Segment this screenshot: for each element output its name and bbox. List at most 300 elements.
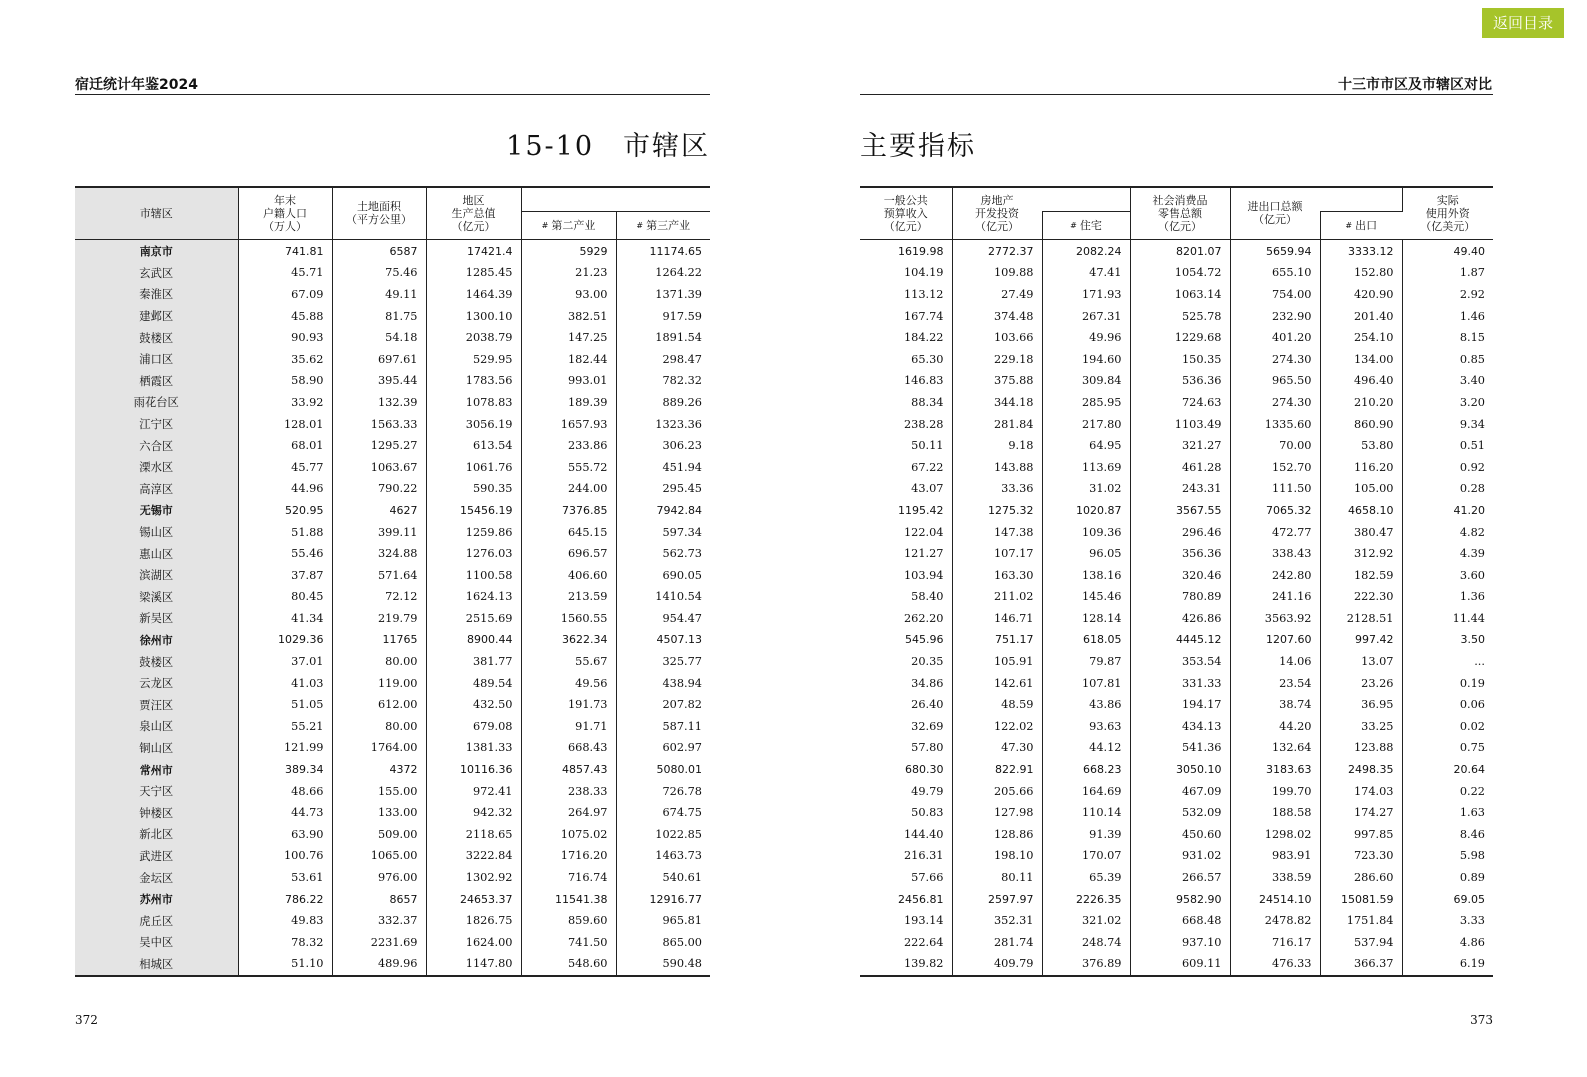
right-cell: 2498.35 — [1320, 759, 1402, 781]
right-cell: 167.74 — [860, 305, 952, 327]
right-cell: 58.40 — [860, 586, 952, 608]
right-cell: 64.95 — [1042, 435, 1130, 457]
right-table-row — [860, 824, 1493, 846]
header-population: 年末 户籍人口 （万人） — [238, 187, 332, 239]
left-cell: 35.62 — [238, 348, 332, 370]
left-cell: 4627 — [332, 500, 426, 522]
region-name: 江宁区 — [75, 413, 238, 435]
right-cell: 618.05 — [1042, 629, 1130, 651]
left-cell: 645.15 — [521, 521, 616, 543]
left-cell: 741.50 — [521, 932, 616, 954]
left-page-number: 372 — [75, 1013, 98, 1027]
region-name: 云龙区 — [75, 672, 238, 694]
left-cell: 37.01 — [238, 651, 332, 673]
left-cell: 41.34 — [238, 608, 332, 630]
right-cell: 201.40 — [1320, 305, 1402, 327]
right-cell: 3.20 — [1459, 395, 1485, 409]
left-cell: 389.34 — [238, 759, 332, 781]
right-cell: 0.06 — [1459, 698, 1485, 712]
right-table-row — [860, 239, 1493, 262]
left-cell: 1716.20 — [521, 845, 616, 867]
right-cell: 262.20 — [860, 608, 952, 630]
right-cell: 23.54 — [1230, 672, 1320, 694]
left-cell: 5929 — [521, 239, 616, 262]
left-cell: 954.47 — [662, 611, 702, 625]
right-cell: 1207.60 — [1230, 629, 1320, 651]
right-cell: 541.36 — [1130, 737, 1230, 759]
region-name: 武进区 — [75, 845, 238, 867]
left-cell: 786.22 — [238, 888, 332, 910]
right-cell: 281.84 — [952, 413, 1042, 435]
right-cell: 4.86 — [1459, 935, 1485, 949]
left-cell: 68.01 — [238, 435, 332, 457]
header-fdi: 实际 使用外资 （亿美元） — [1402, 187, 1493, 239]
right-cell: 983.91 — [1230, 845, 1320, 867]
region-name: 溧水区 — [75, 456, 238, 478]
left-table-row — [75, 629, 710, 651]
right-cell: 4.82 — [1459, 525, 1485, 539]
right-table-row — [860, 888, 1493, 910]
right-cell: 525.78 — [1130, 305, 1230, 327]
right-cell: 3.60 — [1459, 568, 1485, 582]
right-cell: 69.05 — [1453, 892, 1485, 906]
left-cell: 587.11 — [662, 719, 702, 733]
region-name: 苏州市 — [75, 888, 238, 910]
right-cell: 254.10 — [1320, 327, 1402, 349]
right-cell: 8.15 — [1459, 331, 1485, 345]
region-name: 浦口区 — [75, 348, 238, 370]
left-cell: 520.95 — [238, 500, 332, 522]
left-cell: 509.00 — [332, 824, 426, 846]
right-cell: 49.40 — [1453, 244, 1485, 258]
right-cell: 110.14 — [1042, 802, 1130, 824]
right-cell: 331.33 — [1130, 672, 1230, 694]
right-cell: 1.36 — [1459, 590, 1485, 604]
region-name: 天宁区 — [75, 780, 238, 802]
right-cell: 0.22 — [1459, 784, 1485, 798]
right-cell: 14.06 — [1230, 651, 1320, 673]
left-cell: 238.33 — [521, 780, 616, 802]
left-cell: 55.46 — [238, 543, 332, 565]
right-cell: 997.42 — [1320, 629, 1402, 651]
left-cell: 859.60 — [521, 910, 616, 932]
left-cell: 7376.85 — [521, 500, 616, 522]
left-cell: 1302.92 — [426, 867, 521, 889]
right-cell: 248.74 — [1042, 932, 1130, 954]
right-cell: 366.37 — [1320, 953, 1402, 976]
region-name: 铜山区 — [75, 737, 238, 759]
right-cell: 5.98 — [1459, 849, 1485, 863]
left-cell: 993.01 — [521, 370, 616, 392]
left-table-row — [75, 348, 710, 370]
right-cell: 352.31 — [952, 910, 1042, 932]
left-cell: 489.54 — [426, 672, 521, 694]
left-cell: 132.39 — [332, 392, 426, 414]
right-cell: 716.17 — [1230, 932, 1320, 954]
left-cell: 264.97 — [521, 802, 616, 824]
left-cell: 674.75 — [662, 806, 702, 820]
left-cell: 49.83 — [238, 910, 332, 932]
right-cell: 285.95 — [1042, 392, 1130, 414]
right-cell: 267.31 — [1042, 305, 1130, 327]
left-table-row — [75, 802, 710, 824]
right-cell: 1298.02 — [1230, 824, 1320, 846]
left-cell: 11765 — [332, 629, 426, 651]
left-cell: 942.32 — [426, 802, 521, 824]
left-cell: 4507.13 — [656, 633, 702, 647]
left-cell: 189.39 — [521, 392, 616, 414]
left-cell: 1410.54 — [655, 590, 702, 604]
right-cell: 3050.10 — [1130, 759, 1230, 781]
region-name: 雨花台区 — [75, 392, 238, 414]
right-cell: 49.79 — [860, 780, 952, 802]
left-cell: 690.05 — [662, 568, 702, 582]
left-table-row — [75, 932, 710, 954]
right-cell: 434.13 — [1130, 716, 1230, 738]
right-cell: 20.35 — [860, 651, 952, 673]
left-cell: 133.00 — [332, 802, 426, 824]
left-cell: 90.93 — [238, 327, 332, 349]
left-cell: 213.59 — [521, 586, 616, 608]
left-cell: 11541.38 — [521, 888, 616, 910]
right-cell: 50.11 — [860, 435, 952, 457]
left-cell: 72.12 — [332, 586, 426, 608]
right-table-row — [860, 435, 1493, 457]
right-cell: 401.20 — [1230, 327, 1320, 349]
right-table-row — [860, 284, 1493, 306]
right-cell: 199.70 — [1230, 780, 1320, 802]
right-cell: 128.14 — [1042, 608, 1130, 630]
left-cell: 395.44 — [332, 370, 426, 392]
right-cell: 146.71 — [952, 608, 1042, 630]
right-cell: 0.28 — [1459, 482, 1485, 496]
right-cell: 1103.49 — [1130, 413, 1230, 435]
left-table-row — [75, 284, 710, 306]
right-cell: 822.91 — [952, 759, 1042, 781]
left-cell: 55.67 — [521, 651, 616, 673]
left-cell: 602.97 — [662, 741, 702, 755]
right-cell: 211.02 — [952, 586, 1042, 608]
left-cell: 324.88 — [332, 543, 426, 565]
right-cell: 109.88 — [952, 262, 1042, 284]
header-export: # 出口 — [1320, 211, 1402, 239]
right-cell: 0.51 — [1459, 439, 1485, 453]
left-cell: 1065.00 — [332, 845, 426, 867]
left-cell: 44.96 — [238, 478, 332, 500]
right-cell: 26.40 — [860, 694, 952, 716]
left-cell: 1063.67 — [332, 456, 426, 478]
right-cell: 2082.24 — [1042, 239, 1130, 262]
left-cell: 613.54 — [426, 435, 521, 457]
right-table-row — [860, 716, 1493, 738]
right-table-row — [860, 456, 1493, 478]
left-cell: 726.78 — [662, 784, 702, 798]
right-table-row — [860, 413, 1493, 435]
right-cell: 296.46 — [1130, 521, 1230, 543]
region-name: 秦淮区 — [75, 284, 238, 306]
right-cell: 3567.55 — [1130, 500, 1230, 522]
right-cell: 79.87 — [1042, 651, 1130, 673]
right-cell: 27.49 — [952, 284, 1042, 306]
right-cell: 164.69 — [1042, 780, 1130, 802]
left-cell: 696.57 — [521, 543, 616, 565]
right-table-row — [860, 802, 1493, 824]
right-cell: 1.87 — [1459, 266, 1485, 280]
left-cell: 10116.36 — [426, 759, 521, 781]
right-cell: 116.20 — [1320, 456, 1402, 478]
left-cell: 489.96 — [332, 953, 426, 976]
back-to-contents-button[interactable]: 返回目录 — [1482, 8, 1564, 38]
right-cell: 965.50 — [1230, 370, 1320, 392]
left-table-row — [75, 564, 710, 586]
right-cell: 274.30 — [1230, 392, 1320, 414]
left-cell: 207.82 — [662, 698, 702, 712]
header-trade-spacer — [1320, 187, 1402, 211]
right-cell: 47.30 — [952, 737, 1042, 759]
left-table-row — [75, 780, 710, 802]
right-table-row — [860, 500, 1493, 522]
right-cell: 20.64 — [1453, 763, 1485, 777]
right-header-rule — [860, 94, 1493, 95]
left-cell: 155.00 — [332, 780, 426, 802]
right-cell: 194.17 — [1130, 694, 1230, 716]
left-cell: 45.71 — [238, 262, 332, 284]
right-cell: 170.07 — [1042, 845, 1130, 867]
left-cell: 91.71 — [521, 716, 616, 738]
right-cell: 8201.07 — [1130, 239, 1230, 262]
left-cell: 7942.84 — [656, 503, 702, 517]
left-cell: 1264.22 — [655, 266, 702, 280]
right-cell: 537.94 — [1320, 932, 1402, 954]
right-cell: 338.59 — [1230, 867, 1320, 889]
left-table-row — [75, 953, 710, 976]
right-table-row — [860, 586, 1493, 608]
right-cell: 472.77 — [1230, 521, 1320, 543]
right-cell: 450.60 — [1130, 824, 1230, 846]
left-cell: 571.64 — [332, 564, 426, 586]
right-cell: 31.02 — [1042, 478, 1130, 500]
left-cell: 298.47 — [662, 352, 702, 366]
left-table-row — [75, 456, 710, 478]
right-cell: 286.60 — [1320, 867, 1402, 889]
left-cell: 1300.10 — [426, 305, 521, 327]
right-cell: 860.90 — [1320, 413, 1402, 435]
right-cell: 184.22 — [860, 327, 952, 349]
right-cell: 3183.63 — [1230, 759, 1320, 781]
right-cell: 668.48 — [1130, 910, 1230, 932]
right-table-row — [860, 327, 1493, 349]
right-cell: 374.48 — [952, 305, 1042, 327]
right-cell: 0.92 — [1459, 460, 1485, 474]
left-cell: 590.35 — [426, 478, 521, 500]
left-cell: 51.05 — [238, 694, 332, 716]
right-table-row — [860, 845, 1493, 867]
right-cell: 111.50 — [1230, 478, 1320, 500]
left-cell: 51.88 — [238, 521, 332, 543]
left-cell: 529.95 — [426, 348, 521, 370]
right-cell: 2478.82 — [1230, 910, 1320, 932]
left-cell: 1075.02 — [521, 824, 616, 846]
right-cell: 171.93 — [1042, 284, 1130, 306]
right-table-row — [860, 672, 1493, 694]
left-cell: 1061.76 — [426, 456, 521, 478]
right-cell: 122.04 — [860, 521, 952, 543]
left-cell: 965.81 — [662, 914, 702, 928]
header-real-estate-investment: 房地产 开发投资 （亿元） — [952, 187, 1042, 239]
left-table-row — [75, 586, 710, 608]
region-name: 钟楼区 — [75, 802, 238, 824]
left-table-row — [75, 672, 710, 694]
right-cell: 44.20 — [1230, 716, 1320, 738]
right-cell: 232.90 — [1230, 305, 1320, 327]
left-cell: 5080.01 — [656, 763, 702, 777]
right-table-row — [860, 392, 1493, 414]
right-cell: 49.96 — [1042, 327, 1130, 349]
right-cell: 2456.81 — [860, 888, 952, 910]
left-cell: 1022.85 — [655, 827, 702, 841]
left-table-row — [75, 759, 710, 781]
left-cell: 1078.83 — [426, 392, 521, 414]
left-cell: 1371.39 — [655, 287, 702, 301]
left-cell: 119.00 — [332, 672, 426, 694]
right-cell: 309.84 — [1042, 370, 1130, 392]
right-cell: 33.25 — [1320, 716, 1402, 738]
header-secondary-industry: # 第二产业 — [521, 211, 616, 239]
left-cell: 306.23 — [662, 439, 702, 453]
right-cell: 7065.32 — [1230, 500, 1320, 522]
right-cell: 751.17 — [952, 629, 1042, 651]
right-cell: 143.88 — [952, 456, 1042, 478]
right-cell: 47.41 — [1042, 262, 1130, 284]
right-cell: 103.94 — [860, 564, 952, 586]
right-cell: 242.80 — [1230, 564, 1320, 586]
right-cell: 65.39 — [1042, 867, 1130, 889]
left-cell: 45.88 — [238, 305, 332, 327]
right-cell: 1.46 — [1459, 309, 1485, 323]
right-cell: 113.12 — [860, 284, 952, 306]
left-cell: 54.18 — [332, 327, 426, 349]
left-table-row — [75, 651, 710, 673]
right-cell: 9.18 — [952, 435, 1042, 457]
right-cell: 150.35 — [1130, 348, 1230, 370]
right-cell: 128.86 — [952, 824, 1042, 846]
right-cell: 281.74 — [952, 932, 1042, 954]
left-table-row — [75, 543, 710, 565]
left-cell: 15456.19 — [426, 500, 521, 522]
left-cell: 1323.36 — [655, 417, 702, 431]
region-name: 六合区 — [75, 435, 238, 457]
left-cell: 4372 — [332, 759, 426, 781]
left-table-row — [75, 845, 710, 867]
region-name: 新吴区 — [75, 608, 238, 630]
right-cell: 1275.32 — [952, 500, 1042, 522]
region-name: 梁溪区 — [75, 586, 238, 608]
right-cell: 320.46 — [1130, 564, 1230, 586]
left-cell: 432.50 — [426, 694, 521, 716]
left-cell: 33.92 — [238, 392, 332, 414]
left-cell: 1826.75 — [426, 910, 521, 932]
right-cell: 11.44 — [1452, 611, 1485, 625]
header-land-area: 土地面积 （平方公里） — [332, 187, 426, 239]
right-cell: 205.66 — [952, 780, 1042, 802]
right-cell: 321.02 — [1042, 910, 1130, 932]
left-cell: 976.00 — [332, 867, 426, 889]
right-cell: 238.28 — [860, 413, 952, 435]
left-cell: 49.56 — [521, 672, 616, 694]
left-cell: 49.11 — [332, 284, 426, 306]
left-cell: 80.45 — [238, 586, 332, 608]
right-cell: 147.38 — [952, 521, 1042, 543]
left-cell: 741.81 — [238, 239, 332, 262]
right-cell: 65.30 — [860, 348, 952, 370]
right-cell: 0.75 — [1459, 741, 1485, 755]
header-housing: # 住宅 — [1042, 211, 1130, 239]
right-cell: 4445.12 — [1130, 629, 1230, 651]
right-table-row — [860, 932, 1493, 954]
left-cell: 2118.65 — [426, 824, 521, 846]
header-gdp: 地区 生产总值 （亿元） — [426, 187, 521, 239]
right-table-row — [860, 262, 1493, 284]
right-cell: 655.10 — [1230, 262, 1320, 284]
right-cell: 91.39 — [1042, 824, 1130, 846]
left-cell: 191.73 — [521, 694, 616, 716]
left-cell: 917.59 — [662, 309, 702, 323]
left-cell: 1563.33 — [332, 413, 426, 435]
right-data-table — [860, 186, 1493, 977]
left-cell: 8900.44 — [426, 629, 521, 651]
right-table-row — [860, 478, 1493, 500]
right-cell: 210.20 — [1320, 392, 1402, 414]
left-cell: 438.94 — [662, 676, 702, 690]
right-cell: 33.36 — [952, 478, 1042, 500]
right-cell: 0.19 — [1459, 676, 1485, 690]
left-cell: 782.32 — [662, 374, 702, 388]
right-cell: 222.30 — [1320, 586, 1402, 608]
region-name: 无锡市 — [75, 500, 238, 522]
right-cell: 139.82 — [860, 953, 952, 976]
left-table-row — [75, 239, 710, 262]
right-table-row — [860, 348, 1493, 370]
right-cell: 8.46 — [1459, 827, 1485, 841]
left-cell: 865.00 — [662, 935, 702, 949]
region-name: 新北区 — [75, 824, 238, 846]
left-cell: 1029.36 — [238, 629, 332, 651]
right-cell: 43.07 — [860, 478, 952, 500]
left-table-row — [75, 716, 710, 738]
right-cell: 0.89 — [1459, 871, 1485, 885]
left-cell: 1464.39 — [426, 284, 521, 306]
left-cell: 53.61 — [238, 867, 332, 889]
right-cell: 53.80 — [1320, 435, 1402, 457]
right-cell: 545.96 — [860, 629, 952, 651]
right-cell: 409.79 — [952, 953, 1042, 976]
right-cell: 9.34 — [1459, 417, 1485, 431]
left-header-rule — [75, 94, 710, 95]
left-cell: 332.37 — [332, 910, 426, 932]
right-table-row — [860, 737, 1493, 759]
right-table-row — [860, 543, 1493, 565]
left-table-row — [75, 413, 710, 435]
right-cell: 4658.10 — [1320, 500, 1402, 522]
left-cell: 147.25 — [521, 327, 616, 349]
right-cell: 122.02 — [952, 716, 1042, 738]
right-cell: 1335.60 — [1230, 413, 1320, 435]
right-cell: ... — [1474, 655, 1485, 669]
right-cell: 43.86 — [1042, 694, 1130, 716]
left-cell: 48.66 — [238, 780, 332, 802]
left-cell: 1624.13 — [426, 586, 521, 608]
region-name: 滨湖区 — [75, 564, 238, 586]
